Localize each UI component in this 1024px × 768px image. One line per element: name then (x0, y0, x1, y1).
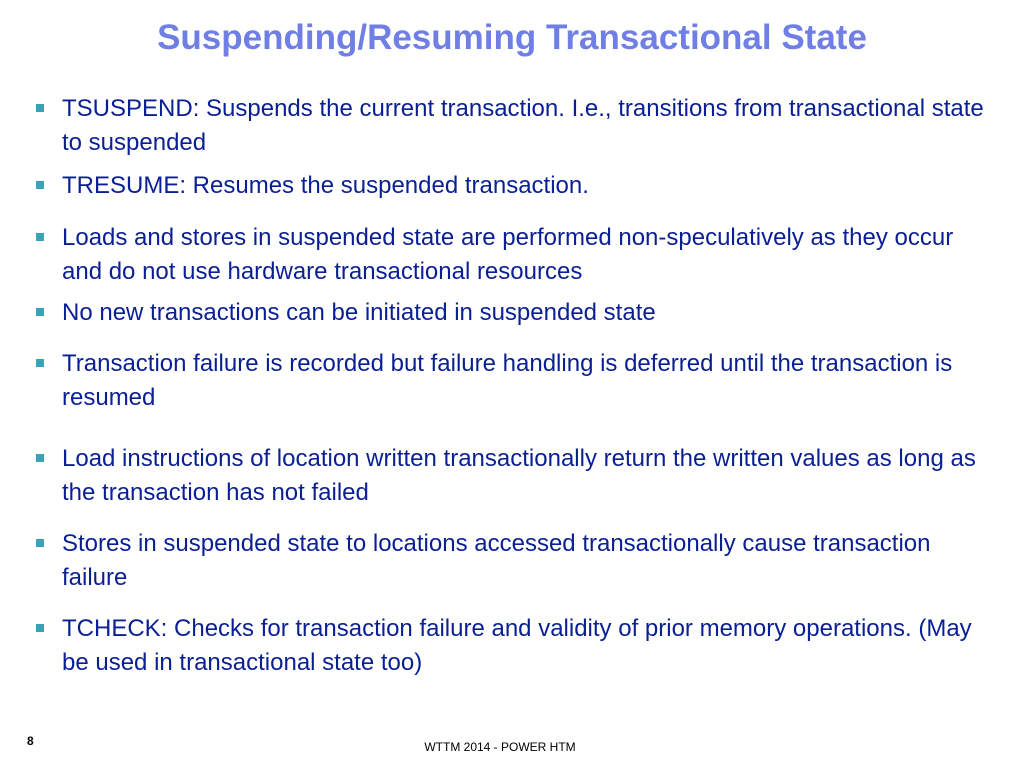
bullet-item-tsuspend (36, 92, 986, 160)
bullet-square-icon (36, 104, 44, 112)
bullet-square-icon (36, 233, 44, 241)
bullet-square-icon (36, 181, 44, 189)
bullet-square-icon (36, 539, 44, 547)
bullet-item-stores-suspended (36, 527, 986, 595)
bullet-text: Transaction failure is recorded but failure handling is deferred until the transaction is resumed (62, 350, 953, 411)
bullet-text: TCHECK: Checks for transaction failure and validity of prior memory operations. (May be used in transactional state too) (62, 615, 972, 676)
bullet-text: Loads and stores in suspended state are performed non-speculatively as they occur and do not use hardware transactional resources (62, 224, 954, 285)
bullet-square-icon (36, 624, 44, 632)
bullet-square-icon (36, 454, 44, 462)
slide-title: Suspending/Resuming Transactional State (157, 18, 867, 57)
bullet-text: TRESUME: Resumes the suspended transaction. (62, 172, 589, 199)
bullet-text: Stores in suspended state to locations accessed transactionally cause transaction failure (62, 530, 931, 591)
bullet-square-icon (36, 308, 44, 316)
bullet-square-icon (36, 359, 44, 367)
page-number: 8 (27, 734, 34, 748)
bullet-item-load-instructions (36, 442, 986, 510)
bullet-text: Load instructions of location written transactionally return the written values as long as the transaction has not failed (62, 445, 976, 506)
bullet-item-tresume (36, 169, 986, 203)
bullet-item-no-new-transactions (36, 296, 986, 330)
bullet-item-tcheck (36, 612, 986, 680)
bullet-item-transaction-failure (36, 347, 986, 415)
footer-text: WTTM 2014 - POWER HTM (424, 740, 576, 754)
bullet-text: TSUSPEND: Suspends the current transaction. I.e., transitions from transactional state to suspended (62, 95, 984, 156)
bullet-text: No new transactions can be initiated in suspended state (62, 299, 656, 326)
bullet-item-loads-stores (36, 221, 986, 289)
